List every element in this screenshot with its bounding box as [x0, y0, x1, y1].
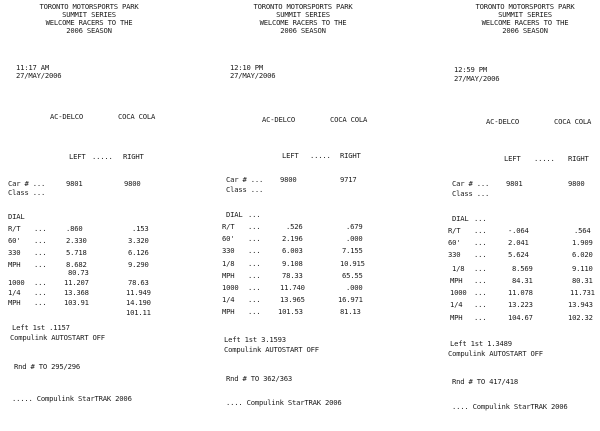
row-left-value: 13.368: [64, 288, 89, 297]
header-line: WELCOME RACERS TO THE: [481, 18, 569, 27]
table-row: [4, 269, 174, 277]
win-result: Left 1st 3.1593: [224, 335, 286, 344]
row-label: R/T: [8, 224, 21, 233]
sponsor-left: AC-DELCO: [262, 115, 296, 124]
header-line: TORONTO MOTORSPORTS PARK: [475, 2, 575, 11]
row-label: 60': [448, 238, 461, 247]
header-line: TORONTO MOTORSPORTS PARK: [39, 2, 139, 11]
row-left-value: 80.73: [68, 268, 89, 277]
row-left-value: 11.078: [508, 288, 533, 297]
row-right-value: 9.290: [128, 260, 149, 269]
slip-header: [440, 3, 600, 35]
row-label: MPH: [8, 298, 21, 307]
slip-header: [218, 3, 388, 35]
row-dots: ...: [474, 264, 487, 273]
row-right-value: 6.020: [572, 250, 593, 259]
lane-dots: .....: [310, 151, 331, 160]
row-dots: ...: [474, 288, 487, 297]
row-left-value: 5.718: [66, 248, 87, 257]
row-left-value: 2.041: [508, 238, 529, 247]
table-row: [428, 265, 598, 273]
row-left-value: 6.003: [282, 246, 303, 255]
row-right-value: 9.110: [572, 264, 593, 273]
row-label: MPH: [8, 260, 21, 269]
row-label: 1000: [222, 283, 239, 292]
table-row: [428, 227, 598, 235]
slip-footer: .... Compulink StarTRAK 2006: [226, 398, 342, 407]
row-dots: ...: [248, 246, 261, 255]
row-dots: ...: [34, 278, 47, 287]
row-right-value: 65.55: [342, 271, 363, 280]
table-row: [4, 309, 174, 317]
lane-left: LEFT: [69, 152, 86, 161]
header-line: 2006 SEASON: [280, 26, 326, 35]
header-line: SUMMIT SERIES: [62, 10, 116, 19]
row-left-value: 13.223: [508, 300, 533, 309]
sponsor-left: AC-DELCO: [50, 112, 84, 121]
row-dots: ...: [248, 283, 261, 292]
row-label: R/T: [448, 226, 461, 235]
sponsor-right: COCA COLA: [118, 112, 156, 121]
row-label: MPH: [450, 313, 463, 322]
header-line: WELCOME RACERS TO THE: [45, 18, 133, 27]
sponsor-left: AC-DELCO: [486, 117, 520, 126]
car-right: 9717: [340, 175, 357, 184]
lane-right: RIGHT: [123, 152, 144, 161]
row-right-value: .564: [574, 226, 591, 235]
slip-date: 27/MAY/2006: [454, 74, 500, 83]
row-dots: ...: [34, 248, 47, 257]
class-label: Class ...: [8, 188, 46, 197]
row-label: 330: [8, 248, 21, 257]
row-left-value: 2.196: [282, 234, 303, 243]
row-dots: ...: [474, 313, 487, 322]
row-label: DIAL: [452, 214, 469, 223]
table-row: [4, 225, 174, 233]
lane-left: LEFT: [282, 151, 299, 160]
table-row: [428, 239, 598, 247]
header-line: 2006 SEASON: [502, 26, 548, 35]
sponsor-right: COCA COLA: [554, 117, 592, 126]
row-left-value: 5.624: [508, 250, 529, 259]
slip-header: [4, 3, 174, 35]
row-right-value: 1.909: [572, 238, 593, 247]
table-row: [218, 308, 388, 316]
row-dots: ...: [248, 307, 261, 316]
row-left-value: .526: [286, 222, 303, 231]
row-left-value: .860: [66, 224, 83, 233]
row-right-value: 6.126: [128, 248, 149, 257]
row-label: 1000: [450, 288, 467, 297]
row-right-value: 7.155: [342, 246, 363, 255]
row-dots: ...: [248, 222, 261, 231]
car-right: 9800: [124, 179, 141, 188]
row-label: MPH: [222, 307, 235, 316]
slip-time: 12:10 PM: [230, 63, 264, 72]
row-dots: ...: [248, 271, 261, 280]
row-label: MPH: [222, 271, 235, 280]
car-left: 9800: [280, 175, 297, 184]
row-label: 1/4: [450, 300, 463, 309]
row-right-value: 80.31: [572, 276, 593, 285]
row-label: MPH: [450, 276, 463, 285]
timeslip-3: [428, 0, 598, 431]
row-right-value: 11.731: [570, 288, 595, 297]
table-row: [4, 213, 174, 221]
row-left-value: 11.207: [64, 278, 89, 287]
win-result: Left 1st .1157: [12, 323, 70, 332]
lane-right: RIGHT: [568, 154, 589, 163]
header-line: WELCOME RACERS TO THE: [259, 18, 347, 27]
table-row: [4, 249, 174, 257]
table-row: [428, 215, 598, 223]
timeslip-1: [4, 0, 174, 431]
slip-time: 12:59 PM: [454, 65, 488, 74]
lane-dots: .....: [92, 152, 113, 161]
row-label: 1/8: [452, 264, 465, 273]
row-right-value: 102.32: [568, 313, 593, 322]
row-left-value: 84.31: [512, 276, 533, 285]
class-label: Class ...: [452, 189, 490, 198]
table-row: [428, 277, 598, 285]
round-number: Rnd # TO 417/418: [452, 377, 519, 386]
row-right-value: 14.190: [126, 298, 151, 307]
row-label: 330: [448, 250, 461, 259]
slip-date: 27/MAY/2006: [16, 71, 62, 80]
row-left-value: 103.91: [64, 298, 89, 307]
car-label: Car # ...: [452, 179, 490, 188]
table-row: [428, 301, 598, 309]
row-left-value: 11.740: [280, 283, 305, 292]
header-line: SUMMIT SERIES: [498, 10, 552, 19]
row-right-value: .679: [346, 222, 363, 231]
table-row: [218, 235, 388, 243]
row-dots: ...: [474, 276, 487, 285]
lane-right: RIGHT: [340, 151, 361, 160]
row-label: 60': [8, 236, 21, 245]
table-row: [218, 223, 388, 231]
car-label: Car # ...: [8, 179, 46, 188]
row-left-value: 13.965: [280, 295, 305, 304]
row-label: 330: [222, 246, 235, 255]
slip-footer: ..... Compulink StarTRAK 2006: [12, 394, 132, 403]
row-right-value: 81.13: [340, 307, 361, 316]
header-line: 2006 SEASON: [66, 26, 112, 35]
table-row: [218, 272, 388, 280]
car-left: 9801: [66, 179, 83, 188]
round-number: Rnd # TO 295/296: [14, 362, 81, 371]
car-left: 9801: [506, 179, 523, 188]
row-left-value: 8.569: [512, 264, 533, 273]
row-left-value: 104.67: [508, 313, 533, 322]
table-row: [4, 279, 174, 287]
header-line: SUMMIT SERIES: [276, 10, 330, 19]
row-right-value: 10.915: [340, 259, 365, 268]
row-dots: ...: [248, 210, 261, 219]
row-right-value: .000: [346, 234, 363, 243]
row-label: 1/4: [8, 288, 21, 297]
row-dots: ...: [34, 288, 47, 297]
row-left-value: 8.682: [66, 260, 87, 269]
row-label: 1/4: [222, 295, 235, 304]
table-row: [218, 211, 388, 219]
row-right-value: 78.63: [128, 278, 149, 287]
row-label: 60': [222, 234, 235, 243]
table-row: [218, 260, 388, 268]
table-row: [428, 314, 598, 322]
sponsor-right: COCA COLA: [330, 115, 368, 124]
row-dots: ...: [248, 259, 261, 268]
row-dots: ...: [34, 236, 47, 245]
row-label: R/T: [222, 222, 235, 231]
row-right-value: 13.943: [568, 300, 593, 309]
win-result: Left 1st 1.3489: [450, 339, 512, 348]
autostart-status: Compulink AUTOSTART OFF: [448, 349, 543, 358]
row-dots: ...: [34, 260, 47, 269]
row-dots: ...: [34, 224, 47, 233]
slip-footer: .... Compulink StarTRAK 2006: [452, 402, 568, 411]
row-right-value: 101.11: [126, 308, 151, 317]
car-right: 9800: [568, 179, 585, 188]
row-label: 1000: [8, 278, 25, 287]
row-right-value: 3.320: [128, 236, 149, 245]
table-row: [428, 289, 598, 297]
row-dots: ...: [474, 300, 487, 309]
row-dots: ...: [474, 250, 487, 259]
car-label: Car # ...: [226, 175, 264, 184]
row-right-value: .153: [132, 224, 149, 233]
row-left-value: 101.53: [278, 307, 303, 316]
slip-time: 11:17 AM: [16, 63, 50, 72]
row-left-value: 9.108: [282, 259, 303, 268]
row-left-value: 2.330: [66, 236, 87, 245]
class-label: Class ...: [226, 185, 264, 194]
row-label: 1/8: [222, 259, 235, 268]
row-right-value: .000: [346, 283, 363, 292]
table-row: [428, 251, 598, 259]
table-row: [4, 289, 174, 297]
table-row: [4, 299, 174, 307]
table-row: [218, 284, 388, 292]
autostart-status: Compulink AUTOSTART OFF: [224, 345, 319, 354]
autostart-status: Compulink AUTOSTART OFF: [10, 333, 105, 342]
row-label: DIAL: [226, 210, 243, 219]
table-row: [218, 247, 388, 255]
round-number: Rnd # TO 362/363: [226, 374, 293, 383]
row-right-value: 11.949: [126, 288, 151, 297]
row-dots: ...: [34, 298, 47, 307]
row-label: DIAL: [8, 212, 25, 221]
table-row: [4, 237, 174, 245]
row-dots: ...: [248, 295, 261, 304]
row-left-value: 78.33: [282, 271, 303, 280]
table-row: [218, 296, 388, 304]
slip-date: 27/MAY/2006: [230, 71, 276, 80]
row-dots: ...: [474, 238, 487, 247]
row-dots: ...: [248, 234, 261, 243]
timeslip-2: [218, 0, 388, 431]
row-right-value: 16.971: [338, 295, 363, 304]
header-line: TORONTO MOTORSPORTS PARK: [253, 2, 353, 11]
lane-dots: .....: [534, 154, 555, 163]
lane-left: LEFT: [504, 154, 521, 163]
row-dots: ...: [474, 214, 487, 223]
row-left-value: -.064: [508, 226, 529, 235]
table-row: [4, 261, 174, 269]
row-dots: ...: [474, 226, 487, 235]
